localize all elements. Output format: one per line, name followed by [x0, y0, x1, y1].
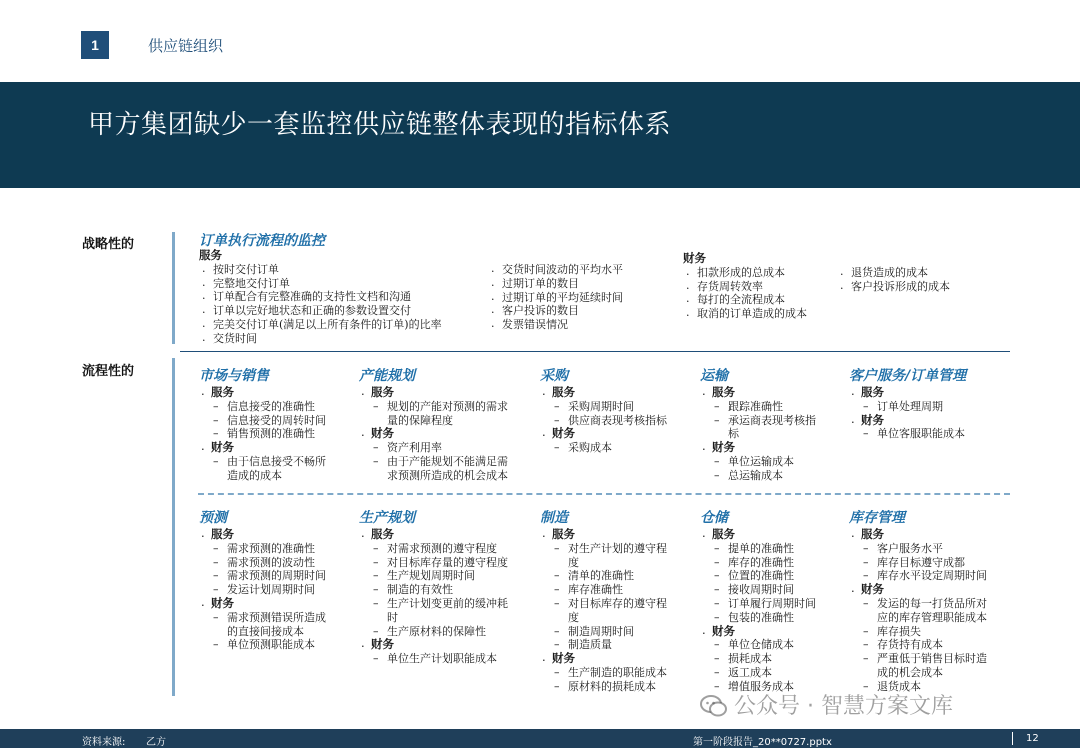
wechat-icon: [700, 695, 728, 717]
metric-item: [849, 542, 987, 556]
metric-item-text: 生产规划周期时间: [387, 569, 475, 583]
metric-item: [700, 597, 816, 611]
metric-item: [359, 569, 508, 583]
metric-item: . 存货周转效率: [683, 280, 807, 294]
strategic-topic: 订单执行流程的监控: [199, 233, 325, 249]
metric-item: [199, 583, 326, 597]
metric-item-text-cont: 标: [728, 427, 739, 441]
page-title: 甲方集团缺少一套监控供应链整体表现的指标体系: [88, 110, 672, 140]
metric-group-header: . 财务: [359, 427, 508, 441]
metric-item-text-cont: 度: [568, 610, 579, 624]
metric-item-text: 位置的准确性: [728, 569, 794, 583]
page-number: 12: [1026, 733, 1039, 744]
strategic-finance-col1: [683, 252, 807, 321]
footer-separator: [1012, 732, 1013, 745]
process-topic: 仓储: [700, 510, 728, 526]
metric-item-text-cont: 应的库存管理职能成本: [877, 610, 987, 624]
metric-item: [199, 400, 326, 414]
metric-group-header: . 服务: [540, 528, 667, 542]
metric-item: [540, 625, 667, 639]
metric-item-text: 库存水平设定周期时间: [877, 569, 987, 583]
process-metric-list: [849, 528, 987, 694]
metric-item: [199, 569, 326, 583]
metric-item: [700, 569, 816, 583]
metric-group-header: . 服务: [199, 528, 326, 542]
metric-item-text-cont: 造成的成本: [227, 468, 282, 482]
metric-item: . 过期订单的平均延续时间: [488, 291, 623, 305]
footer-file-name: 第一阶段报告_20**0727.pptx: [693, 737, 832, 748]
metric-item-text: 制造质量: [568, 638, 612, 652]
metric-item-text: 承运商表现考核指: [728, 413, 816, 427]
metric-item-text: 增值服务成本: [728, 679, 794, 693]
metric-item: [359, 400, 508, 428]
metric-group-header: . 财务: [540, 652, 667, 666]
metric-item-text: 生产制造的职能成本: [568, 665, 667, 679]
strategic-service-col1: [199, 249, 442, 346]
metric-item: [540, 638, 667, 652]
metric-item-text: 单位预测职能成本: [227, 638, 315, 652]
metric-item: . 按时交付订单: [199, 263, 442, 277]
strategic-service-col2: [488, 263, 623, 332]
metric-item-text: 制造周期时间: [568, 624, 634, 638]
process-topic: 运输: [700, 368, 728, 384]
metric-item-text: 供应商表现考核指标: [568, 413, 667, 427]
metric-item: [700, 583, 816, 597]
metric-item-text-cont: 量的保障程度: [387, 413, 453, 427]
metric-item-text: 资产利用率: [387, 441, 442, 455]
metric-item-text: 采购周期时间: [568, 399, 634, 413]
process-metric-list: [540, 528, 667, 694]
metric-item-text: 单位仓储成本: [728, 638, 794, 652]
metric-item: . 过期订单的数目: [488, 277, 623, 291]
metric-item: . 完美交付订单(满足以上所有条件的订单)的比率: [199, 318, 442, 332]
metric-item: [199, 542, 326, 556]
metric-item: [540, 441, 667, 455]
metric-item-text: 需求预测的波动性: [227, 555, 315, 569]
row-label-process: 流程性的: [82, 364, 135, 379]
metric-group-header: . 财务: [359, 638, 508, 652]
metric-item: [849, 625, 987, 639]
metric-group-header: . 服务: [849, 528, 987, 542]
metric-item: [199, 414, 326, 428]
process-topic: 客户服务/订单管理: [849, 368, 967, 384]
process-metric-list: [199, 386, 326, 483]
metric-group-header: . 财务: [540, 427, 667, 441]
watermark: [700, 689, 953, 720]
process-metric-list: [700, 528, 816, 694]
metric-item-text: 需求预测的准确性: [227, 541, 315, 555]
metric-group-header: . 财务: [700, 625, 816, 639]
metric-item: [540, 542, 667, 570]
row-divider: [180, 351, 1010, 352]
metric-item-text: 单位生产计划职能成本: [387, 652, 497, 666]
metric-item-text: 需求预测的周期时间: [227, 569, 326, 583]
process-topic: 制造: [540, 510, 568, 526]
metric-item-text: 单位客服职能成本: [877, 427, 965, 441]
metric-item-text: 库存损失: [877, 624, 921, 638]
metric-item: [199, 638, 326, 652]
strategic-finance-col2: [837, 266, 950, 294]
metric-group-header: . 服务: [199, 386, 326, 400]
metric-item-text: 需求预测错误所造成: [227, 610, 326, 624]
metric-item: [199, 556, 326, 570]
metric-item: [849, 597, 987, 625]
metric-item: . 交货时间: [199, 332, 442, 346]
metric-item-text: 跟踪准确性: [728, 399, 783, 413]
metric-group-header: . 服务: [700, 386, 816, 400]
metric-item: [849, 569, 987, 583]
footer-bar: [0, 729, 1080, 748]
metric-item: . 订单配合有完整准确的支持性文档和沟通: [199, 290, 442, 304]
metric-item: [849, 638, 987, 652]
metric-group-header: . 服务: [359, 528, 508, 542]
metric-item: . 扣款形成的总成本: [683, 266, 807, 280]
metric-item: [700, 414, 816, 442]
process-topic: 市场与销售: [199, 368, 269, 384]
metric-item: [700, 400, 816, 414]
metric-item: . 退货造成的成本: [837, 266, 950, 280]
metric-item-text: 信息接受的准确性: [227, 399, 315, 413]
metric-item: . 取消的订单造成的成本: [683, 307, 807, 321]
metric-item-text: 由于产能规划不能满足需: [387, 454, 508, 468]
metric-item: [849, 556, 987, 570]
metric-item-text: 生产原材料的保障性: [387, 624, 486, 638]
process-topic: 产能规划: [359, 368, 415, 384]
metric-item-text: 客户服务水平: [877, 541, 943, 555]
metric-item-text: 信息接受的周转时间: [227, 413, 326, 427]
metric-item: [359, 556, 508, 570]
process-metric-list: [540, 386, 667, 455]
metric-item: [700, 666, 816, 680]
footer-source-value: 乙方: [146, 737, 166, 748]
process-metric-list: [849, 386, 965, 441]
metric-group-header: . 服务: [540, 386, 667, 400]
process-metric-list: [359, 386, 508, 483]
metric-group-header: . 财务: [849, 583, 987, 597]
metric-item-text: 销售预测的准确性: [227, 427, 315, 441]
metric-item-text-cont: 度: [568, 555, 579, 569]
metric-item-text: 包装的准确性: [728, 610, 794, 624]
metric-group-header: . 财务: [199, 441, 326, 455]
metric-item: [700, 455, 816, 469]
metric-item: [700, 611, 816, 625]
metric-item-text: 库存准确性: [568, 583, 623, 597]
process-topic: 生产规划: [359, 510, 415, 526]
metric-group-header: . 服务: [849, 386, 965, 400]
metric-item-text: 提单的准确性: [728, 541, 794, 555]
metric-item-text: 损耗成本: [728, 652, 772, 666]
metric-item: [849, 652, 987, 680]
metric-item: . 每打的全流程成本: [683, 293, 807, 307]
service-header: 服务: [199, 248, 222, 262]
process-dashed-divider: [198, 493, 1010, 495]
metric-item-text: 严重低于销售目标时造: [877, 652, 987, 666]
metric-item-text: 由于信息接受不畅所: [227, 454, 326, 468]
metric-item-text-cont: 成的机会成本: [877, 665, 943, 679]
metric-item: [540, 597, 667, 625]
metric-item: [700, 556, 816, 570]
metric-item: . 发票错误情况: [488, 318, 623, 332]
metric-item: [359, 583, 508, 597]
metric-item-text: 制造的有效性: [387, 583, 453, 597]
metric-item: [540, 583, 667, 597]
metric-item: [700, 638, 816, 652]
metric-item-text: 单位运输成本: [728, 454, 794, 468]
metric-item-text: 原材料的损耗成本: [568, 679, 656, 693]
process-metric-list: [700, 386, 816, 483]
metric-item: [700, 652, 816, 666]
metric-item: . 订单以完好地状态和正确的参数设置交付: [199, 304, 442, 318]
metric-item: [849, 400, 965, 414]
metric-item: [359, 441, 508, 455]
metric-item-text-cont: 求预测所造成的机会成本: [387, 468, 508, 482]
metric-item-text: 返工成本: [728, 665, 772, 679]
metric-group-header: . 财务: [700, 441, 816, 455]
metric-item-text: 采购成本: [568, 441, 612, 455]
metric-item-text: 总运输成本: [728, 468, 783, 482]
metric-item-text: 对需求预测的遵守程度: [387, 541, 497, 555]
metric-item-text: 生产计划变更前的缓冲耗: [387, 596, 508, 610]
metric-group-header: . 服务: [359, 386, 508, 400]
metric-group-header: . 服务: [700, 528, 816, 542]
metric-item: . 完整地交付订单: [199, 277, 442, 291]
metric-item: [849, 427, 965, 441]
metric-group-header: . 财务: [199, 597, 326, 611]
process-topic: 预测: [199, 510, 227, 526]
metric-item: [540, 680, 667, 694]
metric-item: [540, 666, 667, 680]
section-number: 1: [81, 31, 109, 59]
metric-item-text-cont: 时: [387, 610, 398, 624]
process-vertical-line: [172, 358, 175, 696]
metric-item: [359, 455, 508, 483]
metric-group-header: . 财务: [849, 414, 965, 428]
metric-item: [199, 427, 326, 441]
metric-item: [700, 469, 816, 483]
metric-item: [540, 569, 667, 583]
metric-item-text: 发运的每一打货品所对: [877, 596, 987, 610]
metric-item-text: 订单履行周期时间: [728, 596, 816, 610]
strategic-vertical-line: [172, 232, 175, 344]
finance-header: 财务: [683, 251, 706, 265]
metric-item: [359, 597, 508, 625]
process-metric-list: [359, 528, 508, 666]
metric-item: . 客户投诉形成的成本: [837, 280, 950, 294]
row-label-strategic: 战略性的: [82, 237, 135, 252]
metric-item-text: 库存的准确性: [728, 555, 794, 569]
metric-item: [359, 542, 508, 556]
metric-item-text-cont: 的直接间接成本: [227, 624, 304, 638]
metric-item-text: 对目标库存量的遵守程度: [387, 555, 508, 569]
metric-item-text: 对生产计划的遵守程: [568, 541, 667, 555]
section-title: 供应链组织: [148, 37, 224, 55]
process-topic: 采购: [540, 368, 568, 384]
metric-item-text: 订单处理周期: [877, 399, 943, 413]
process-metric-list: [199, 528, 326, 652]
metric-item: . 交货时间波动的平均水平: [488, 263, 623, 277]
metric-item: [359, 652, 508, 666]
watermark-text: 公众号 · 智慧方案文库: [734, 694, 953, 719]
metric-item-text: 接收周期时间: [728, 583, 794, 597]
metric-item-text: 规划的产能对预测的需求: [387, 399, 508, 413]
metric-item-text: 发运计划周期时间: [227, 583, 315, 597]
metric-item: [700, 542, 816, 556]
metric-item: . 客户投诉的数目: [488, 304, 623, 318]
metric-item-text: 存货持有成本: [877, 638, 943, 652]
metric-item: [540, 400, 667, 414]
metric-item: [359, 625, 508, 639]
metric-item-text: 清单的准确性: [568, 569, 634, 583]
metric-item: [199, 611, 326, 639]
footer-source-label: 资料来源:: [82, 737, 126, 748]
metric-item: [199, 455, 326, 483]
metric-item-text: 对目标库存的遵守程: [568, 596, 667, 610]
metric-item-text: 库存目标遵守成都: [877, 555, 965, 569]
metric-item-text: 退货成本: [877, 679, 921, 693]
process-topic: 库存管理: [849, 510, 905, 526]
metric-item: [540, 414, 667, 428]
